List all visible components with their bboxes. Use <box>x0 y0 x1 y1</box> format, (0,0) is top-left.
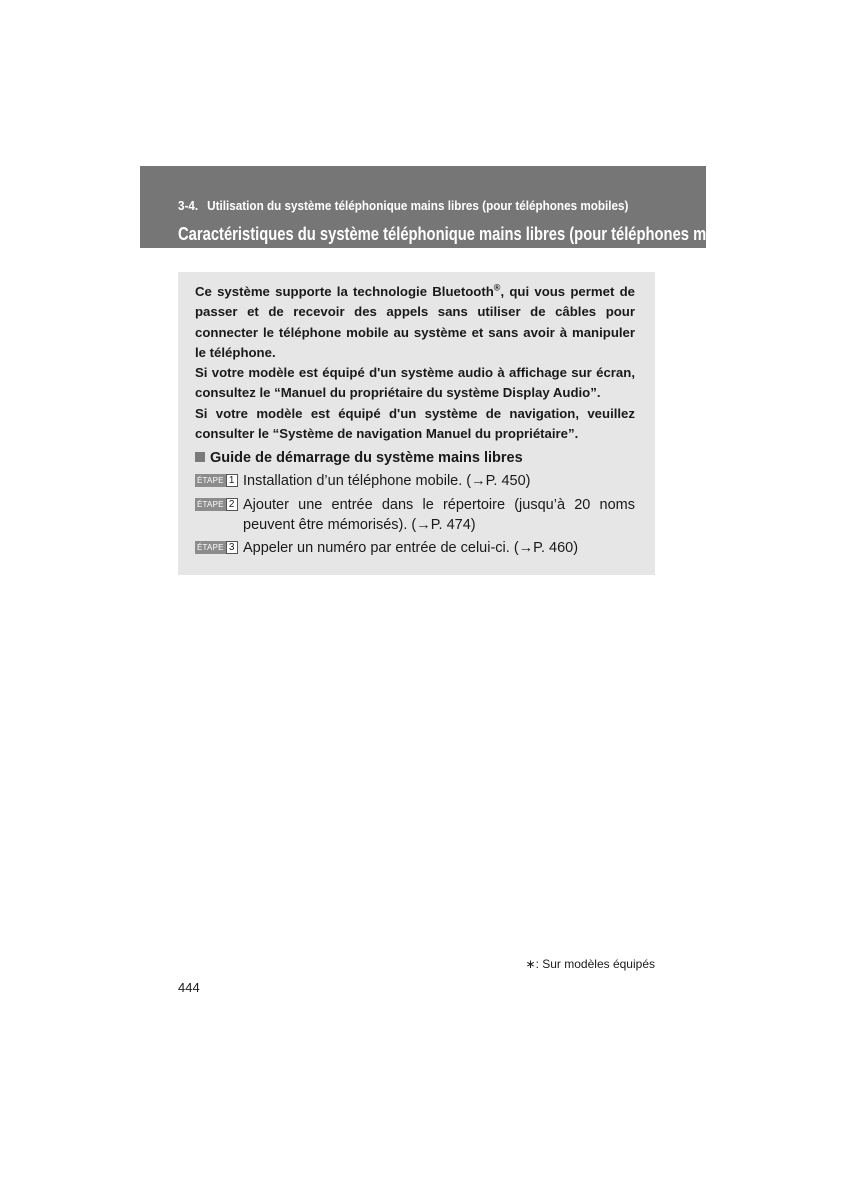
step-badge-label: ÉTAPE <box>197 500 224 509</box>
page-title-text: Caractéristiques du système téléphonique mains libres (pour téléphones mobiles) <box>178 224 754 244</box>
guide-heading <box>195 450 523 466</box>
step-1 <box>195 471 635 491</box>
step-text: Appeler un numéro par entrée de celui-ci. (→P. 460) <box>243 540 579 556</box>
intro-paragraph-bluetooth <box>195 282 635 363</box>
registered-mark: ® <box>493 282 501 293</box>
step-badge-label: ÉTAPE <box>197 476 224 485</box>
chapter-header <box>140 166 765 248</box>
intro-text-part: Ce système supporte la technologie Bluetooth <box>195 284 494 299</box>
step-badge <box>195 498 238 511</box>
intro-text <box>195 282 635 444</box>
step-badge-label: ÉTAPE <box>197 543 224 552</box>
footnote-marker: ∗ <box>755 221 765 236</box>
step-badge <box>195 474 238 487</box>
info-box <box>178 272 655 575</box>
intro-paragraph-display-audio: Si votre modèle est équipé d'un système audio à affichage sur écran, consultez le “Manuel du propriétaire du système Display Audio”. <box>195 365 635 401</box>
step-badge-number: 2 <box>226 498 238 511</box>
guide-heading-text: Guide de démarrage du système mains libres <box>210 450 523 466</box>
step-badge-number: 3 <box>226 541 238 554</box>
section-heading <box>178 198 628 213</box>
step-badge <box>195 541 238 554</box>
step-text: Installation d’un téléphone mobile. (→P. 450) <box>243 473 531 489</box>
square-bullet-icon <box>195 452 205 462</box>
intro-text-part: , qui vous permet de passer et de recevoir des appels sans utiliser de câbles pour connecter le téléphone mobile au système et sans avoir à manipuler le téléphone. <box>195 284 635 360</box>
page-title <box>178 221 764 245</box>
section-title: Utilisation du système téléphonique mains libres (pour téléphones mobiles) <box>207 198 629 213</box>
step-2 <box>195 495 635 535</box>
page-number: 444 <box>178 980 200 995</box>
footnote: ∗: Sur modèles équipés <box>525 957 655 971</box>
intro-paragraph-navigation: Si votre modèle est équipé d'un système de navigation, veuillez consulter le “Système de navigation Manuel du propriétaire”. <box>195 405 635 442</box>
section-number: 3-4. <box>178 198 199 213</box>
step-3 <box>195 538 635 558</box>
step-text: Ajouter une entrée dans le répertoire (jusqu’à 20 noms peuvent être mémorisés). (→P. 474) <box>243 497 635 533</box>
step-badge-number: 1 <box>226 474 238 487</box>
